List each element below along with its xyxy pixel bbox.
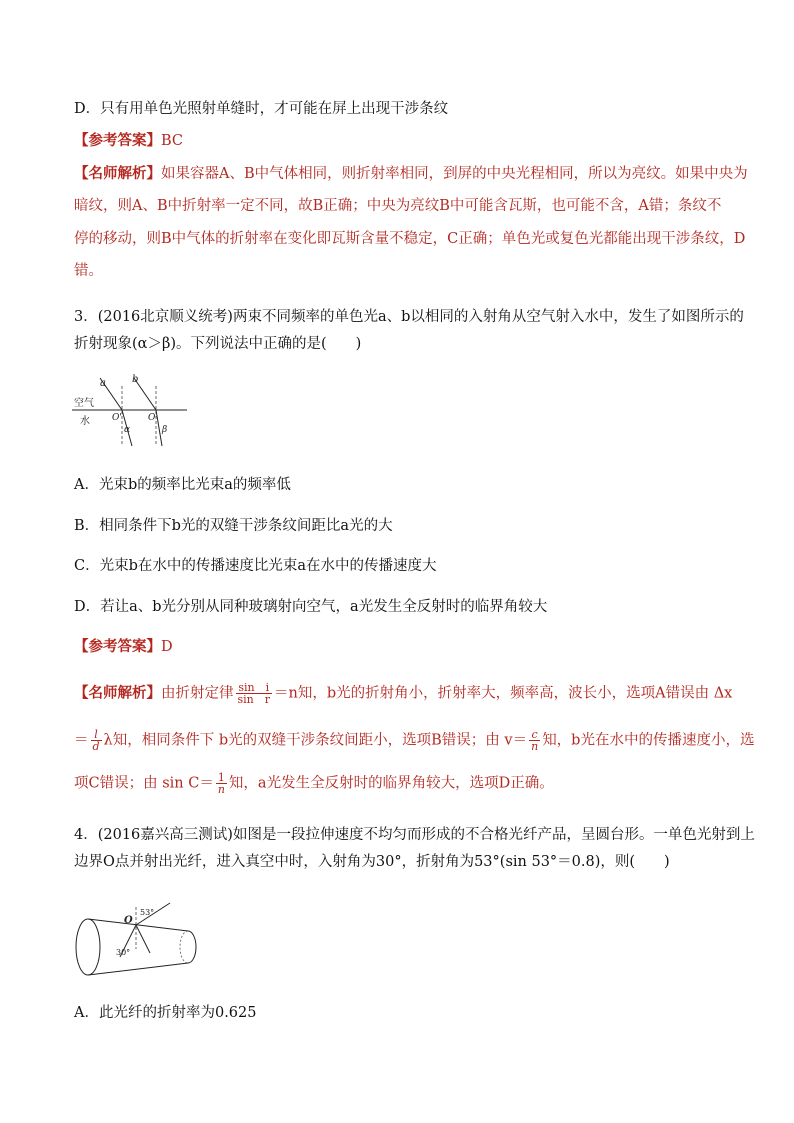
answer-value: D — [161, 639, 173, 655]
fraction-numerator: c — [529, 729, 540, 741]
fiber-small-end-hidden — [180, 931, 188, 963]
fraction-denominator: d — [92, 740, 100, 753]
question-3-option-c: C．光束b在水中的传播速度比光束a在水中的传播速度大 — [74, 558, 437, 574]
analysis-1-line-1 — [74, 163, 748, 185]
question-3-option-b: B．相同条件下b光的双缝干涉条纹间距比a光的大 — [74, 518, 393, 534]
answer-label: 【参考答案】 — [74, 638, 161, 655]
refraction-diagram — [72, 368, 192, 458]
question-3-option-d: D．若让a、b光分别从同种玻璃射向空气，a光发生全反射时的临界角较大 — [74, 599, 548, 615]
analysis-1-line-4: 错。 — [74, 263, 103, 279]
analysis-label: 【名师解析】 — [74, 165, 161, 182]
fraction-denominator: sin r — [237, 693, 271, 706]
analysis-2-line-1 — [74, 682, 734, 705]
fiber-small-end — [188, 931, 196, 963]
fiber-diagram — [70, 895, 210, 987]
analysis-label: 【名师解析】 — [74, 684, 161, 702]
answer-2 — [74, 636, 734, 658]
angle-53: 53° — [140, 908, 155, 917]
point-o: O — [148, 413, 156, 423]
analysis-2-line-2 — [74, 728, 755, 753]
question-3-line-2: 折射现象(α＞β)。下列说法中正确的是( ) — [74, 336, 362, 352]
answer-value: BC — [161, 133, 184, 149]
answer-label: 【参考答案】 — [74, 132, 161, 149]
fiber-bottom-edge — [88, 963, 188, 975]
point-o: O — [124, 915, 133, 926]
analysis-text: ＝ — [74, 732, 89, 749]
question-4-line-2: 边界O点并射出光纤，进入真空中时，入射角为30°，折射角为53°(sin 53°＝0.8)，则( ) — [74, 854, 670, 870]
fraction-denominator: n — [531, 740, 539, 753]
analysis-1-line-2: 暗纹，则A、B中折射率一定不同，故B正确；中央为亮纹B中可能含瓦斯，也可能不含，A错；条纹不 — [74, 198, 722, 214]
reflected-ray — [136, 925, 150, 953]
analysis-text: ＝n知，b光的折射角小，折射率大，频率高，波长小，选项A错误由 Δx — [274, 685, 733, 702]
snell-fraction — [236, 682, 273, 705]
fiber-large-end — [76, 919, 100, 975]
ray-a-label: a — [100, 378, 106, 389]
analysis-text: 知，b光在水中的传播速度小，选 — [542, 732, 755, 749]
analysis-text: λ知，相同条件下 b光的双缝干涉条纹间距小，选项B错误；由 v＝ — [103, 732, 528, 749]
analysis-2-line-3 — [74, 772, 734, 795]
analysis-text: 由折射定律 — [161, 685, 234, 702]
fraction-denominator: n — [217, 783, 225, 796]
water-label: 水 — [80, 416, 90, 427]
question-3-option-a: A．光束b的频率比光束a的频率低 — [74, 477, 291, 493]
question-4-line-1: 4．(2016嘉兴高三测试)如图是一段拉伸速度不均匀而形成的不合格光纤产品，呈圆台形。一单色光射到上 — [74, 827, 755, 843]
analysis-1-line-3: 停的移动，则B中气体的折射率在变化即瓦斯含量不稳定，C正确；单色光或复色光都能出现干涉条纹，D — [74, 231, 746, 247]
dx-fraction — [91, 729, 102, 752]
analysis-text: 如果容器A、B中气体相同，则折射率相同，到屏的中央光程相同，所以为亮纹。如果中央为 — [161, 166, 748, 182]
point-o-prime: O' — [112, 413, 122, 423]
critical-angle-fraction — [216, 772, 227, 795]
angle-30: 30° — [116, 948, 131, 957]
air-label: 空气 — [74, 398, 94, 409]
analysis-text: 知，a光发生全反射时的临界角较大，选项D正确。 — [228, 775, 554, 792]
ray-b-label: b — [132, 374, 139, 385]
option-d-line: D．只有用单色光照射单缝时，才可能在屏上出现干涉条纹 — [74, 101, 449, 117]
question-4-option-a: A．此光纤的折射率为0.625 — [74, 1005, 257, 1021]
angle-beta: β — [162, 425, 168, 435]
question-3-line-1: 3．(2016北京顺义统考)两束不同频率的单色光a、b以相同的入射角从空气射入水中，发生了如图所示的 — [74, 309, 744, 325]
answer-1 — [74, 130, 734, 152]
analysis-text: 项C错误；由 sin C＝ — [74, 775, 214, 792]
v-fraction — [529, 729, 540, 752]
fraction-numerator: sin i — [236, 682, 273, 694]
fraction-numerator: l — [91, 729, 102, 741]
fraction-numerator: 1 — [216, 772, 227, 784]
angle-alpha: α — [124, 425, 131, 435]
